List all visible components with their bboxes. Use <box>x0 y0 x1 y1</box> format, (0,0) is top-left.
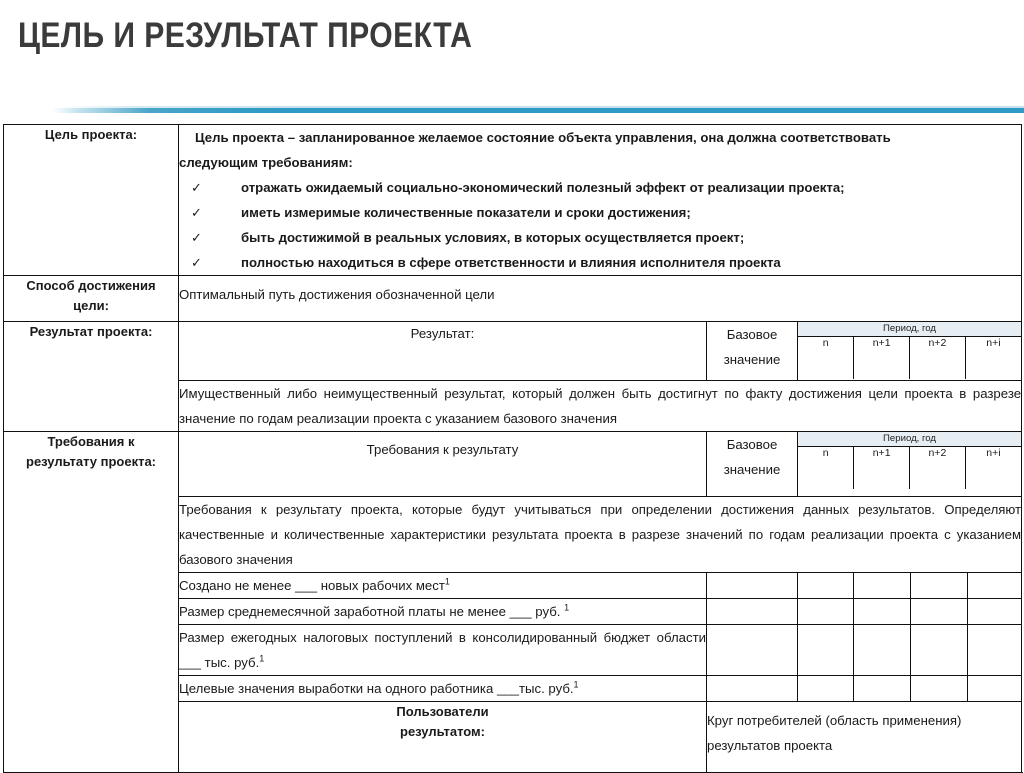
result-period-band-label: Период, год <box>798 322 1021 337</box>
list-item <box>179 225 1021 250</box>
footnote-marker: 1 <box>573 679 579 690</box>
requirement-value-cell-n1[interactable] <box>854 573 911 599</box>
list-item <box>179 200 1021 225</box>
goal-lead-line-1: Цель проекта – запланированное желаемое состояние объекта управления, она должна соответствовать <box>195 130 891 145</box>
requirement-row-text <box>179 625 707 676</box>
requirements-period-col-n1: n+1 <box>854 447 910 489</box>
requirement-value-cell-n1[interactable] <box>854 625 911 676</box>
table-row-goal <box>4 125 1022 276</box>
requirement-value-cell-ni[interactable] <box>968 625 1022 676</box>
requirement-row-text <box>179 599 707 625</box>
row-label-requirements <box>4 432 179 773</box>
requirement-text: Целевые значения выработки на одного работника ___тыс. руб. <box>179 681 574 696</box>
result-period-group <box>798 322 1022 381</box>
requirements-period-subcolumns <box>798 447 1021 489</box>
requirement-base-value-cell[interactable] <box>707 676 798 702</box>
requirements-base-value-header-line-1: Базовое <box>726 437 778 452</box>
result-period-subcolumns <box>798 337 1021 379</box>
goal-bullet-text: отражать ожидаемый социально-экономический полезный эффект от реализации проекта; <box>241 180 845 195</box>
requirement-value-cell-n1[interactable] <box>854 599 911 625</box>
requirement-value-cell-n2[interactable] <box>911 676 968 702</box>
check-mark-icon: ✓ <box>191 230 202 245</box>
requirements-period-band-label: Период, год <box>798 432 1021 447</box>
table-row-method <box>4 276 1022 322</box>
result-period-col-ni: n+i <box>965 337 1021 379</box>
result-period-col-n1: n+1 <box>854 337 910 379</box>
list-item <box>179 250 1021 275</box>
row-label-users <box>179 702 707 773</box>
row-label-result: Результат проекта: <box>4 322 179 432</box>
requirement-value-cell-n2[interactable] <box>911 599 968 625</box>
requirement-base-value-cell[interactable] <box>707 573 798 599</box>
requirement-value-cell-n2[interactable] <box>911 573 968 599</box>
requirements-base-value-header <box>707 432 798 497</box>
requirements-period-col-n: n <box>798 447 854 489</box>
requirements-period-col-n2: n+2 <box>910 447 966 489</box>
requirements-base-value-header-line-2: значение <box>723 462 781 477</box>
check-mark-icon: ✓ <box>191 180 202 195</box>
result-base-value-header-line-1: Базовое <box>726 327 778 342</box>
goal-bullet-text: быть достижимой в реальных условиях, в которых осуществляется проект; <box>241 230 745 245</box>
requirement-value-cell-ni[interactable] <box>968 676 1022 702</box>
requirement-row-text <box>179 676 707 702</box>
table-row-requirements-header <box>4 432 1022 497</box>
row-label-requirements-line-2: результату проекта: <box>26 454 156 469</box>
result-period-col-n: n <box>798 337 854 379</box>
requirement-value-cell-n1[interactable] <box>854 676 911 702</box>
row-label-method-line-1: Способ достижения <box>26 278 156 293</box>
requirement-value-cell-ni[interactable] <box>968 599 1022 625</box>
row-label-method-line-2: цели: <box>73 298 109 313</box>
row-label-requirements-line-1: Требования к <box>47 434 135 449</box>
check-mark-icon: ✓ <box>191 205 202 220</box>
page-title: ЦЕЛЬ И РЕЗУЛЬТАТ ПРОЕКТА <box>18 16 473 55</box>
row-label-users-line-2: результатом: <box>400 724 485 739</box>
check-mark-icon: ✓ <box>191 255 202 270</box>
row-label-method <box>4 276 179 322</box>
requirements-column-header: Требования к результату <box>179 432 707 497</box>
footnote-marker: 1 <box>259 653 265 664</box>
table-row-result-header <box>4 322 1022 381</box>
title-divider-rule <box>0 108 1024 113</box>
requirement-text: Создано не менее ___ новых рабочих мест <box>179 578 445 593</box>
goal-content-cell <box>179 125 1022 276</box>
requirement-value-cell-n[interactable] <box>798 573 854 599</box>
requirement-text: Размер среднемесячной заработной платы не менее ___ руб. <box>179 604 565 619</box>
goal-lead-line-2: следующим требованиям: <box>179 155 353 170</box>
requirement-text: Размер ежегодных налоговых поступлений в консолидированный бюджет области ___ тыс. руб. <box>179 630 706 670</box>
result-description: Имущественный либо неимущественный результат, который должен быть достигнут по факту достижения цели проекта в разрезе значение по годам реализации проекта с указанием базового значения <box>179 381 1022 432</box>
footnote-marker: 1 <box>564 602 570 613</box>
requirement-value-cell-n[interactable] <box>798 599 854 625</box>
requirements-period-col-ni: n+i <box>965 447 1021 489</box>
requirements-period-group <box>798 432 1022 497</box>
goal-requirements-list <box>179 175 1021 275</box>
row-label-goal: Цель проекта: <box>4 125 179 276</box>
list-item <box>179 175 1021 200</box>
goal-bullet-text: полностью находиться в сфере ответственности и влияния исполнителя проекта <box>241 255 781 270</box>
requirement-value-cell-n[interactable] <box>798 625 854 676</box>
result-base-value-header-line-2: значение <box>723 352 781 367</box>
requirements-description: Требования к результату проекта, которые будут учитываться при определении достижения данных результатов. Определяют качественные и количественные характеристики результата проекта в разрезе значений по годам реализации проекта с указанием базового значения <box>179 497 1022 573</box>
requirement-value-cell-ni[interactable] <box>968 573 1022 599</box>
requirement-base-value-cell[interactable] <box>707 625 798 676</box>
result-period-col-n2: n+2 <box>910 337 966 379</box>
requirement-row-text <box>179 573 707 599</box>
project-goal-result-table <box>3 124 1022 773</box>
result-base-value-header <box>707 322 798 381</box>
row-label-users-line-1: Пользователи <box>396 704 489 719</box>
footnote-marker: 1 <box>444 576 450 587</box>
goal-lead-paragraph <box>179 125 1021 175</box>
requirement-value-cell-n2[interactable] <box>911 625 968 676</box>
goal-bullet-text: иметь измеримые количественные показатели и сроки достижения; <box>241 205 691 220</box>
requirement-value-cell-n[interactable] <box>798 676 854 702</box>
method-value: Оптимальный путь достижения обозначенной цели <box>179 276 1022 322</box>
requirement-base-value-cell[interactable] <box>707 599 798 625</box>
result-column-header: Результат: <box>179 322 707 381</box>
users-value: Круг потребителей (область применения) результатов проекта <box>707 702 1022 773</box>
